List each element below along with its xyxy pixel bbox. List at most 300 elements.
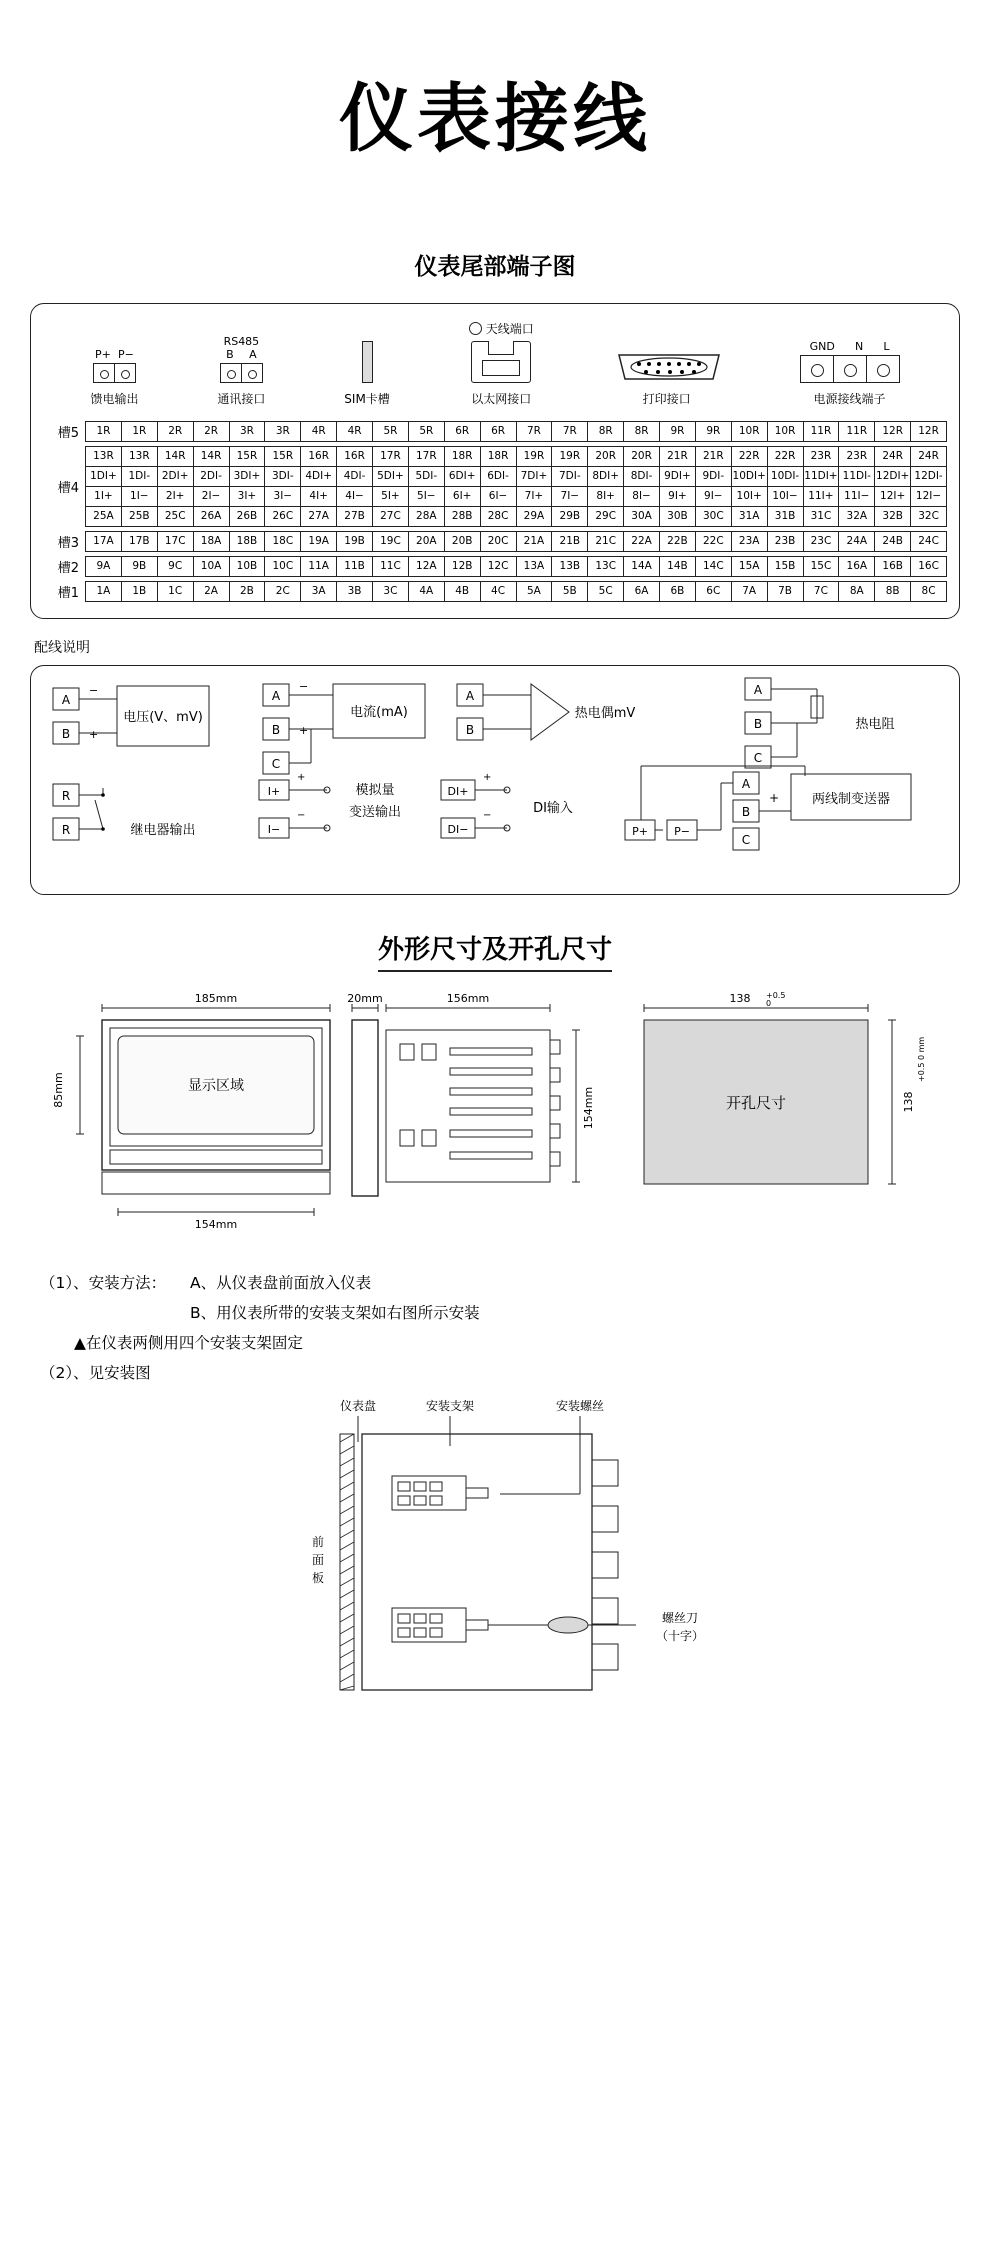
slot4-grid-row-4 (86, 507, 946, 526)
cutout-label: 开孔尺寸 (725, 1094, 787, 1112)
terminal-cell: 24R (875, 447, 911, 466)
terminal-cell: 4DI+ (301, 467, 337, 486)
analog-label-1: 模拟量 (355, 783, 395, 798)
terminal-cell: 25C (158, 507, 194, 526)
terminal-cell: 15R (230, 447, 266, 466)
terminal-cell: 6R (445, 422, 481, 441)
terminal-cell: 12DI- (914, 470, 943, 482)
rs485-terminal-block (220, 363, 263, 383)
terminal-cell: 10R (732, 422, 768, 441)
terminal-cell: 21B (552, 532, 588, 551)
power-pin-n: N (854, 340, 864, 353)
terminal-cell: 13B (552, 557, 588, 576)
terminal-cell: 18R (481, 447, 517, 466)
terminal-cell: 8I+ (588, 487, 624, 506)
terminal-cell: 9R (660, 422, 696, 441)
di-terminal-dim: DI− (447, 823, 469, 836)
terminal-cell: 16R (337, 447, 373, 466)
svg-text:−: − (483, 810, 492, 821)
slot4-grid-row-2 (86, 467, 946, 487)
terminal-section-title: 仪表尾部端子图 (414, 254, 576, 280)
sim-slot-caption: SIM卡槽 (344, 392, 390, 406)
wiring-section-title: 配线说明 (34, 640, 90, 656)
antenna-port-label (469, 320, 534, 337)
db9-connector-icon (613, 349, 721, 383)
terminal-cell: 13R (86, 447, 122, 466)
rs485-title: RS485 (223, 335, 260, 348)
dimension-svg (40, 990, 970, 1260)
slot4-box (85, 446, 947, 527)
terminal-cell: 1I+ (86, 487, 122, 506)
di-terminal-dip: DI+ (447, 785, 469, 798)
terminal-cell: 1A (86, 582, 122, 601)
sim-card-slot-icon (362, 341, 373, 383)
terminal-cell: 19R (552, 447, 588, 466)
connector-power (800, 340, 900, 407)
terminal-cell: 31A (732, 507, 768, 526)
terminal-cell: 15R (265, 447, 301, 466)
terminal-cell: 16R (301, 447, 337, 466)
connector-rs485 (217, 335, 265, 407)
terminal-cell: 13C (588, 557, 624, 576)
terminal-cell: 9DI+ (660, 467, 696, 486)
terminal-cell: 9B (122, 557, 158, 576)
connector-sim-slot (344, 341, 390, 407)
terminal-cell: 2R (194, 422, 230, 441)
voltage-terminal-a: A (61, 693, 71, 707)
terminal-cell: 24A (839, 532, 875, 551)
terminal-cell: 20C (481, 532, 517, 551)
note-2: （2）、见安装图 (40, 1364, 151, 1382)
label-front-panel-1: 前 (311, 1535, 325, 1549)
terminal-cell: 8R (588, 422, 624, 441)
terminal-cell: 7R (517, 422, 553, 441)
terminal-cell: 27B (337, 507, 373, 526)
terminal-cell: 1C (158, 582, 194, 601)
analog-terminal-im: I− (267, 823, 281, 836)
terminal-cell: 16A (839, 557, 875, 576)
terminal-cell: 29C (588, 507, 624, 526)
terminal-cell: 3I− (265, 487, 301, 506)
terminal-cell: 14A (624, 557, 660, 576)
analog-terminal-ip: I+ (267, 785, 281, 798)
terminal-cell: 19A (301, 532, 337, 551)
terminal-cell: 20R (588, 447, 624, 466)
terminal-cell: 18B (230, 532, 266, 551)
feed-terminal-block (93, 363, 136, 383)
terminal-cell: 14B (660, 557, 696, 576)
terminal-cell: 5C (588, 582, 624, 601)
terminal-cell: 26B (230, 507, 266, 526)
terminal-cell: 13A (517, 557, 553, 576)
voltage-label: 电压(V、mV) (123, 710, 203, 725)
terminal-cell: 9A (86, 557, 122, 576)
terminal-cell: 4A (409, 582, 445, 601)
terminal-cell: 28A (409, 507, 445, 526)
dim-cut-width: 138 (729, 992, 751, 1005)
terminal-cell: 3C (373, 582, 409, 601)
terminal-cell: 11R (839, 422, 875, 441)
terminal-cell: 9DI- (696, 467, 732, 486)
terminal-cell: 25A (86, 507, 122, 526)
terminal-cell: 7DI+ (517, 467, 553, 486)
terminal-cell: 4C (481, 582, 517, 601)
terminal-cell: 4R (301, 422, 337, 441)
terminal-cell: 10DI+ (732, 467, 768, 486)
antenna-circle-icon (469, 322, 482, 335)
connector-ethernet (469, 320, 534, 407)
terminal-cell: 3R (230, 422, 266, 441)
svg-text:+: + (483, 772, 492, 783)
terminal-cell: 9I− (696, 487, 732, 506)
terminal-cell: 23R (804, 447, 840, 466)
terminal-cell: 19C (373, 532, 409, 551)
terminal-cell: 23C (804, 532, 840, 551)
dim-inner-width: 154mm (194, 1218, 238, 1231)
terminal-cell: 15C (804, 557, 840, 576)
terminal-cell: 29A (517, 507, 553, 526)
terminal-cell: 1B (122, 582, 158, 601)
terminal-cell: 6A (624, 582, 660, 601)
install-notes (40, 1268, 990, 1388)
terminal-cell: 14C (696, 557, 732, 576)
terminal-panel (30, 303, 960, 619)
terminal-cell: 17R (373, 447, 409, 466)
terminal-cell: 16B (875, 557, 911, 576)
terminal-cell: 12I− (915, 490, 942, 502)
slot-label-4: 槽4 (57, 481, 79, 496)
terminal-cell: 7R (552, 422, 588, 441)
terminal-cell: 32A (839, 507, 875, 526)
terminal-cell: 9R (696, 422, 732, 441)
tx-terminal-pminus: P− (674, 825, 690, 838)
terminal-cell: 27C (373, 507, 409, 526)
terminal-cell: 3DI+ (230, 467, 266, 486)
terminal-cell: 26C (265, 507, 301, 526)
terminal-cell: 5I+ (373, 487, 409, 506)
di-label: DI输入 (533, 801, 573, 816)
slot3-grid (85, 531, 947, 552)
dim-depth-front: 20mm (347, 992, 383, 1005)
slot4-grid-row-3 (86, 487, 946, 507)
terminal-cell: 7B (768, 582, 804, 601)
terminal-cell: 9I+ (660, 487, 696, 506)
terminal-cell: 22C (696, 532, 732, 551)
tx-terminal-a: A (741, 777, 751, 791)
terminal-cell: 19B (337, 532, 373, 551)
analog-label-2: 变送输出 (348, 805, 402, 820)
terminal-cell: 21A (517, 532, 553, 551)
slot-label-3: 槽3 (57, 536, 79, 551)
note-1a: A、从仪表盘前面放入仪表 (190, 1274, 372, 1292)
terminal-cell: 22R (768, 447, 804, 466)
terminal-cell: 17C (158, 532, 194, 551)
page-title: 仪表接线 (339, 76, 651, 162)
terminal-cell: 5B (552, 582, 588, 601)
slot-label-2: 槽2 (57, 561, 79, 576)
terminal-cell: 8R (624, 422, 660, 441)
svg-text:−: − (89, 684, 99, 697)
terminal-cell: 27A (301, 507, 337, 526)
terminal-cell: 28B (445, 507, 481, 526)
svg-text:+: + (299, 724, 309, 737)
slot-row-4 (43, 446, 947, 527)
terminal-cell: 18R (445, 447, 481, 466)
terminal-cell: 3A (301, 582, 337, 601)
current-terminal-c: C (271, 757, 281, 771)
dimension-section-title (0, 929, 990, 972)
terminal-cell: 1DI- (122, 467, 158, 486)
terminal-cell: 21R (696, 447, 732, 466)
install-svg (40, 1394, 970, 1694)
terminal-cell: 4I+ (301, 487, 337, 506)
terminal-cell: 8C (921, 585, 936, 597)
terminal-cell: 4B (445, 582, 481, 601)
voltage-terminal-b: B (61, 727, 71, 741)
terminal-cell: 12A (409, 557, 445, 576)
slot-row-5 (43, 421, 947, 442)
relay-terminal-r2: R (61, 823, 71, 837)
display-area-label: 显示区域 (188, 1078, 244, 1094)
rs485-pin-a: A (249, 348, 257, 361)
note-1: （1）、安装方法： (40, 1274, 167, 1292)
slot2-grid (85, 556, 947, 577)
relay-terminal-r1: R (61, 789, 71, 803)
terminal-cell: 17A (86, 532, 122, 551)
terminal-cell: 3DI- (265, 467, 301, 486)
terminal-cell: 11A (301, 557, 337, 576)
terminal-cell: 10C (265, 557, 301, 576)
relay-label: 继电器输出 (130, 823, 196, 838)
terminal-cell: 20B (445, 532, 481, 551)
tc-terminal-a: A (465, 689, 475, 703)
rtd-terminal-c: C (753, 751, 763, 765)
slot1-grid (85, 581, 947, 602)
label-front-panel-3: 板 (311, 1571, 325, 1585)
terminal-cell: 6DI- (481, 467, 517, 486)
terminal-cell: 18A (194, 532, 230, 551)
terminal-cell: 25B (122, 507, 158, 526)
current-terminal-a: A (271, 689, 281, 703)
terminal-cell: 17R (409, 447, 445, 466)
label-screwdriver-2: （十字） (655, 1629, 705, 1643)
terminal-cell: 6I− (481, 487, 517, 506)
terminal-cell: 5A (517, 582, 553, 601)
terminal-cell: 10I− (768, 487, 804, 506)
svg-text:+: + (297, 772, 306, 783)
label-meter-panel: 仪表盘 (339, 1399, 377, 1413)
terminal-cell: 13R (122, 447, 158, 466)
power-caption: 电源接线端子 (813, 392, 886, 406)
slot-label-1: 槽1 (57, 586, 79, 601)
terminal-cell: 28C (481, 507, 517, 526)
terminal-cell: 11DI+ (804, 467, 840, 486)
dimension-drawings (0, 990, 990, 1250)
terminal-cell: 23B (768, 532, 804, 551)
terminal-cell: 7C (804, 582, 840, 601)
terminal-cell: 2I+ (158, 487, 194, 506)
dim-side-height: 154mm (582, 1086, 595, 1130)
terminal-cell: 17B (122, 532, 158, 551)
terminal-cell: 8DI+ (588, 467, 624, 486)
terminal-cell: 11B (337, 557, 373, 576)
terminal-cell: 24R (918, 450, 939, 462)
label-screwdriver-1: 螺丝刀 (661, 1611, 699, 1625)
terminal-cell: 11DI- (839, 467, 875, 486)
terminal-cell: 5DI+ (373, 467, 409, 486)
terminal-cell: 12I+ (875, 487, 911, 506)
dim-front-width: 185mm (194, 992, 238, 1005)
tc-terminal-b: B (465, 723, 475, 737)
terminal-cell: 4R (337, 422, 373, 441)
terminal-cell: 21R (660, 447, 696, 466)
terminal-cell: 3B (337, 582, 373, 601)
feed-pin-label-pplus: P+ (95, 348, 111, 361)
current-terminal-b: B (271, 723, 281, 737)
antenna-port-text: 天线端口 (485, 322, 534, 336)
terminal-cell: 3I+ (230, 487, 266, 506)
terminal-cell: 22A (624, 532, 660, 551)
terminal-cell: 6R (481, 422, 517, 441)
terminal-cell: 16C (918, 560, 939, 572)
terminal-cell: 2A (194, 582, 230, 601)
dim-cut-height: 138 (902, 1091, 915, 1113)
rtd-terminal-b: B (753, 717, 763, 731)
terminal-cell: 2R (158, 422, 194, 441)
wiring-panel (30, 665, 960, 895)
label-bracket: 安装支架 (425, 1399, 475, 1413)
slot-row-3 (43, 531, 947, 552)
slot-table (39, 421, 951, 602)
svg-text:+: + (769, 791, 780, 805)
dimension-section-title-text: 外形尺寸及开孔尺寸 (378, 929, 612, 972)
terminal-cell: 10A (194, 557, 230, 576)
terminal-cell: 10I+ (732, 487, 768, 506)
terminal-cell: 6C (696, 582, 732, 601)
terminal-cell: 11C (373, 557, 409, 576)
note-1c: ▲在仪表两侧用四个安装支架固定 (74, 1334, 303, 1352)
terminal-cell: 15B (768, 557, 804, 576)
ethernet-caption: 以太网接口 (471, 392, 532, 406)
terminal-cell: 32C (918, 510, 939, 522)
current-label: 电流(mA) (350, 705, 408, 720)
terminal-cell: 11I− (839, 487, 875, 506)
svg-text:−: − (299, 680, 309, 693)
terminal-cell: 21C (588, 532, 624, 551)
feed-output-caption: 馈电输出 (90, 392, 139, 406)
rs485-pin-b: B (226, 348, 234, 361)
power-terminal-block (800, 355, 900, 383)
terminal-cell: 9C (158, 557, 194, 576)
terminal-cell: 22B (660, 532, 696, 551)
power-pin-l: L (883, 340, 890, 353)
thermocouple-label: 热电偶mV (574, 706, 636, 721)
terminal-cell: 19R (517, 447, 553, 466)
terminal-cell: 24B (875, 532, 911, 551)
terminal-cell: 22R (732, 447, 768, 466)
terminal-cell: 6I+ (445, 487, 481, 506)
printer-caption: 打印接口 (642, 392, 691, 406)
terminal-cell: 1DI+ (86, 467, 122, 486)
tx-terminal-pplus: P+ (632, 825, 648, 838)
connector-row (39, 314, 951, 407)
terminal-cell: 7I+ (517, 487, 553, 506)
terminal-cell: 20A (409, 532, 445, 551)
connector-feed-output (90, 348, 138, 407)
dim-front-height: 85mm (52, 1072, 65, 1108)
terminal-cell: 2C (265, 582, 301, 601)
terminal-cell: 29B (552, 507, 588, 526)
slot-row-2 (43, 556, 947, 577)
terminal-cell: 30B (660, 507, 696, 526)
terminal-cell: 8B (875, 582, 911, 601)
terminal-cell: 8A (839, 582, 875, 601)
rtd-label: 热电阻 (855, 717, 895, 732)
terminal-cell: 2I− (194, 487, 230, 506)
note-1b: B、用仪表所带的安装支架如右图所示安装 (190, 1304, 480, 1322)
slot-row-1 (43, 581, 947, 602)
terminal-cell: 5R (409, 422, 445, 441)
terminal-cell: 10B (230, 557, 266, 576)
terminal-cell: 4DI- (337, 467, 373, 486)
terminal-cell: 23A (732, 532, 768, 551)
svg-text:−: − (297, 810, 306, 821)
terminal-cell: 15A (732, 557, 768, 576)
terminal-cell: 8I− (624, 487, 660, 506)
slot4-grid-row-1 (86, 447, 946, 467)
terminal-cell: 5I− (409, 487, 445, 506)
dim-cut-width-tol-top: +0.5 (766, 991, 786, 1000)
terminal-cell: 12C (481, 557, 517, 576)
terminal-cell: 30C (696, 507, 732, 526)
tx-terminal-b: B (741, 805, 751, 819)
rs485-caption: 通讯接口 (217, 392, 266, 406)
svg-text:+: + (89, 728, 99, 741)
tx-terminal-c: C (741, 833, 751, 847)
terminal-cell: 2DI- (194, 467, 230, 486)
connector-printer (613, 349, 721, 407)
terminal-cell: 8DI- (624, 467, 660, 486)
slot-label-5: 槽5 (57, 426, 79, 441)
terminal-cell: 30A (624, 507, 660, 526)
terminal-cell: 20R (624, 447, 660, 466)
transmitter-label: 两线制变送器 (811, 792, 891, 807)
rtd-terminal-a: A (753, 683, 763, 697)
terminal-cell: 1I− (122, 487, 158, 506)
install-drawing (0, 1394, 990, 1694)
terminal-cell: 31B (768, 507, 804, 526)
terminal-cell: 23R (839, 447, 875, 466)
terminal-cell: 6B (660, 582, 696, 601)
terminal-cell: 24C (918, 535, 939, 547)
terminal-cell: 12R (918, 425, 939, 437)
terminal-cell: 5R (373, 422, 409, 441)
rj45-jack-icon (471, 341, 531, 383)
slot5-grid (85, 421, 947, 442)
terminal-cell: 7DI- (552, 467, 588, 486)
feed-pin-label-pminus: P− (118, 348, 134, 361)
power-pin-gnd: GND (809, 340, 835, 353)
terminal-cell: 14R (194, 447, 230, 466)
terminal-cell: 11R (804, 422, 840, 441)
terminal-cell: 31C (804, 507, 840, 526)
terminal-cell: 1R (122, 422, 158, 441)
terminal-cell: 14R (158, 447, 194, 466)
terminal-cell: 7A (732, 582, 768, 601)
wiring-diagram-svg (45, 676, 975, 856)
terminal-cell: 3R (265, 422, 301, 441)
terminal-cell: 4I− (337, 487, 373, 506)
